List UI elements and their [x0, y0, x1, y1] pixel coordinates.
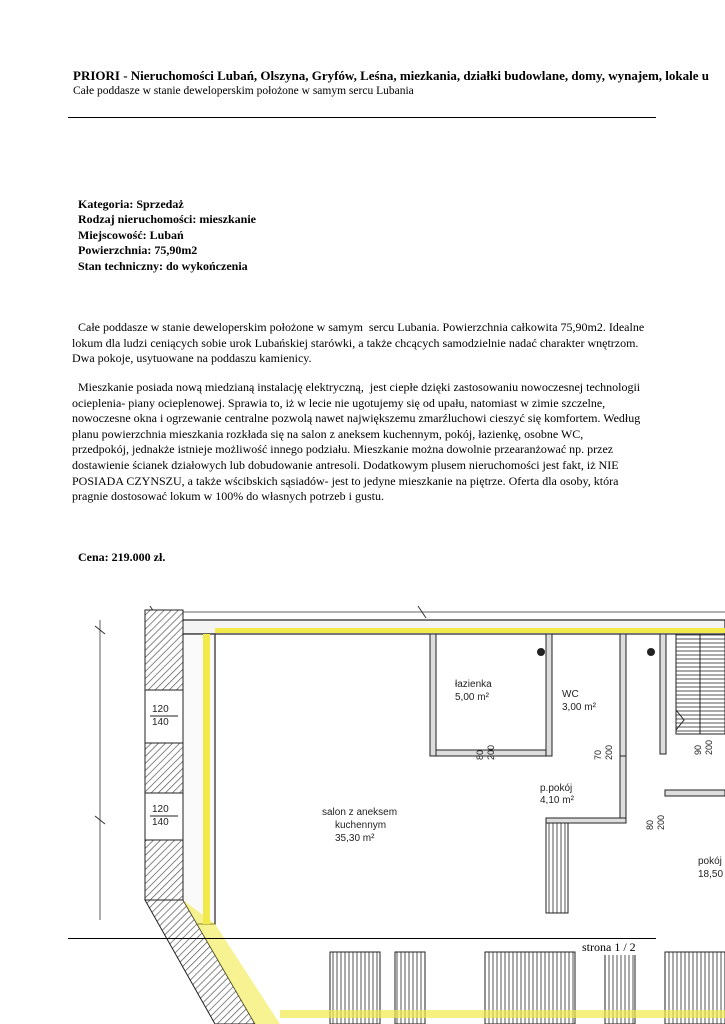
- insulation-left: [203, 634, 210, 924]
- text-line: Dwa pokoje, usytuowane na poddaszu kamienicy.: [72, 351, 312, 366]
- pier-hatched: [145, 610, 183, 690]
- description-paragraph-1: [72, 320, 662, 367]
- pier-hatched: [145, 840, 183, 900]
- detail-condition: Stan techniczny: do wykończenia: [78, 258, 248, 273]
- price: Cena: 219.000 zł.: [78, 550, 166, 564]
- wall-interior: [660, 634, 666, 754]
- text-line: POSIADA CZYNSZU, a także wścibskich sąsiadów- jest to jedyne mieszkanie na piętrze. Oferta dla osoby, która: [72, 473, 619, 488]
- text-line: Mieszkanie posiada nową miedzianą instalację elektryczną, jest ciepłe dzięki zastosowaniu nowoczesnej technologii: [72, 380, 641, 394]
- text-line: lokum dla ludzi ceniących sobie urok Lubańskiej starówki, a także chcących samodzielnie nadać charakter wnętrzom.: [72, 335, 639, 350]
- detail-property-type: Rodzaj nieruchomości: mieszkanie: [78, 212, 256, 227]
- room-wc-name: WC: [562, 689, 579, 700]
- column: [537, 648, 545, 656]
- column: [647, 648, 655, 656]
- room-wc-area: 3,00 m²: [562, 702, 596, 713]
- room-living-area: 35,30 m²: [335, 833, 375, 844]
- footer-divider: [68, 938, 656, 939]
- door-width: 80: [645, 819, 655, 830]
- room-hall-area: 4,10 m²: [540, 795, 574, 806]
- text-line: Całe poddasze w stanie deweloperskim położone w samym sercu Lubania. Powierzchnia całkowita 75,90m2. Idealne: [72, 320, 645, 334]
- page-subtitle: Całe poddasze w stanie deweloperskim położone w samym sercu Lubania: [73, 85, 414, 97]
- detail-category: Kategoria: Sprzedaż: [78, 197, 184, 211]
- door-height: 200: [704, 739, 714, 755]
- window-height: 140: [152, 717, 169, 728]
- door-height: 200: [486, 744, 496, 760]
- door-height: 200: [656, 814, 666, 830]
- wall-interior: [430, 634, 436, 756]
- insulation-bottom: [280, 1010, 725, 1018]
- room-living-name: salon z aneksem: [322, 807, 398, 818]
- window-width: 120: [152, 804, 169, 815]
- description-paragraph-2: [72, 380, 662, 505]
- text-line: pragnie dostosować lokum w 100% do własnych potrzeb i gustu.: [72, 489, 384, 504]
- detail-area: Powierzchnia: 75,90m2: [78, 243, 198, 258]
- room-bathroom-name: łazienka: [455, 679, 492, 690]
- insulation-top: [215, 628, 725, 633]
- window-width: 120: [152, 704, 169, 715]
- text-line: przedpokój, jednakże istnieje możliwość innego podziału. Mieszkanie można dowolnie przearanżować np. przez: [72, 442, 614, 457]
- room-living-name-2: kuchennym: [335, 820, 387, 831]
- pier-hatched: [145, 743, 183, 793]
- detail-location: Miejscowość: Lubań: [78, 227, 184, 242]
- page-title: PRIORI - Nieruchomości Lubań, Olszyna, Gryfów, Leśna, miezkania, działki budowlane, domy, wynajem, lokale u: [73, 68, 709, 83]
- wall-interior: [620, 756, 626, 818]
- wall-interior: [620, 634, 626, 756]
- room-hall-name: p.pokój: [540, 783, 573, 794]
- text-line: ocieplenia- piany ocieplenowej. Sprawia to, iż w lecie nie ugotujemy się od upału, natomiast w zimie szczelne,: [72, 395, 606, 410]
- door-height: 200: [604, 744, 614, 760]
- room-bedroom-name: pokój: [698, 856, 722, 867]
- floor-plan: [0, 590, 725, 1024]
- room-bathroom-area: 5,00 m²: [455, 692, 489, 703]
- page-number: strona 1 / 2: [582, 940, 636, 954]
- wall-interior: [546, 634, 552, 756]
- room-bedroom-area: 18,50: [698, 869, 724, 880]
- wall-interior: [665, 790, 725, 796]
- property-details: [78, 197, 256, 274]
- text-line: nowoczesne okna i ogrzewanie centralne pozwolą nawet największemu zmarźluchowi cieszyć się komfortem. Według: [72, 411, 641, 426]
- door-width: 90: [693, 744, 703, 755]
- wall-interior: [546, 818, 626, 823]
- text-line: dostawienie ścianek działowych lub dobudowanie antresoli. Dodatkowym plusem nieruchomości jest fakt, iż NIE: [72, 457, 619, 472]
- wall-hatched: [546, 823, 568, 913]
- header-divider: [68, 117, 656, 118]
- door-width: 80: [475, 749, 485, 760]
- door-width: 70: [593, 749, 603, 760]
- text-line: planu powierzchnia mieszkania rozkłada się na salon z aneksem kuchennym, pokój, łazienkę, osobne WC,: [72, 426, 584, 441]
- window-height: 140: [152, 817, 169, 828]
